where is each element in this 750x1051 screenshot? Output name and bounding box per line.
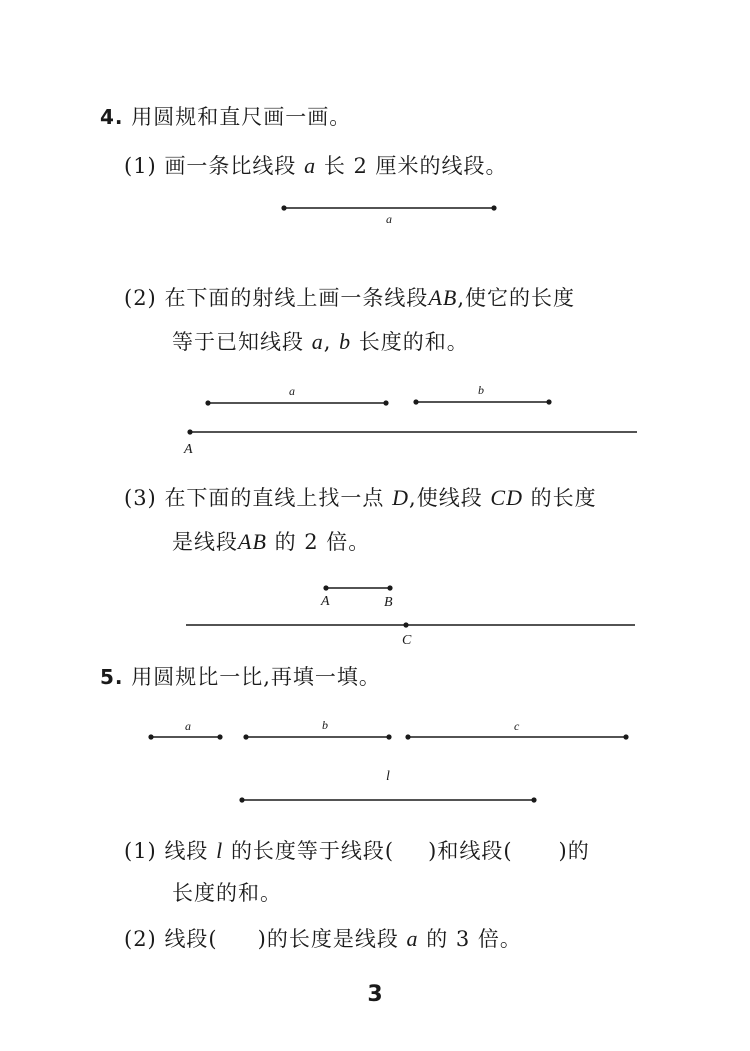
q4-p2-text-b: ,使它的长度 <box>457 286 576 310</box>
q4-p1-seg-label: a <box>386 212 392 226</box>
q5-p2-text-a: 线段( <box>164 927 218 951</box>
endpoint-dot <box>243 734 248 739</box>
q4-p3-text-b: ,使线段 <box>409 486 483 510</box>
q4-p1-text-a: 画一条比线段 <box>164 154 297 178</box>
q4-p2-line2-b: 长度的和。 <box>358 330 469 354</box>
q4-p2-seg-a-label: a <box>289 384 295 398</box>
q4-p3-text-a: 在下面的直线上找一点 <box>164 486 385 510</box>
q4-p3-point-a-label: A <box>321 594 330 609</box>
q5-seg-a-label: a <box>185 719 191 733</box>
q4-p3-line <box>186 622 635 627</box>
q4-p3-var-d: D <box>392 485 410 510</box>
endpoint-dot <box>205 400 210 405</box>
endpoint-dot <box>148 734 153 739</box>
q4-p2-index: (2) <box>124 286 157 310</box>
q4-p1-index: (1) <box>124 154 157 178</box>
q4-p1-segment-a <box>281 205 496 210</box>
q4-p3-line2-b: 的 2 倍。 <box>274 530 371 554</box>
q4-p2-var-a: a <box>311 329 324 354</box>
q4-p2-segment-b <box>413 399 551 404</box>
q5-p2-index: (2) <box>124 927 157 951</box>
q4-p3-text-c: 的长度 <box>530 486 597 510</box>
q5-p1-text-c: )和线段( <box>428 839 513 863</box>
q5-segment-l <box>239 797 536 802</box>
q5-seg-l-label: l <box>386 769 390 784</box>
endpoint-dot <box>386 734 391 739</box>
q5-p1-text-a: 线段 <box>164 839 209 863</box>
q5-seg-c-label: c <box>514 719 520 733</box>
q4-p2-ray-start-label: A <box>184 442 193 457</box>
q4-p2-line2-a: 等于已知线段 <box>172 330 304 354</box>
endpoint-dot <box>281 205 286 210</box>
point-c-dot <box>403 622 408 627</box>
endpoint-dot <box>531 797 536 802</box>
endpoint-dot <box>405 734 410 739</box>
q5-p1-text-d: )的 <box>558 839 590 863</box>
endpoint-dot <box>383 400 388 405</box>
q4-title: 用圆规和直尺画一画。 <box>131 105 352 129</box>
q5-p2-text-b: )的长度是线段 <box>257 927 399 951</box>
endpoint-dot <box>623 734 628 739</box>
q5-segment-c <box>405 734 628 739</box>
endpoint-dot <box>546 399 551 404</box>
q4-p3-var-cd: CD <box>490 485 523 510</box>
ray-origin-dot <box>187 429 192 434</box>
point-a-dot <box>323 585 328 590</box>
q5-number: 5. <box>100 665 124 689</box>
q4-p2-seg-b-label: b <box>478 383 484 397</box>
q4-p2-ray <box>187 429 637 434</box>
q5-p1-index: (1) <box>124 839 157 863</box>
q4-p3-point-b-label: B <box>384 595 393 610</box>
point-b-dot <box>387 585 392 590</box>
q4-p2-comma: , <box>323 330 332 354</box>
q4-p2-text-a: 在下面的射线上画一条线段 <box>164 286 429 310</box>
q4-p3-segment-ab <box>323 585 392 590</box>
q4-p1-var: a <box>304 153 317 178</box>
q4-p3-line2-a: 是线段 <box>172 530 238 554</box>
q4-p3-index: (3) <box>124 486 157 510</box>
endpoint-dot <box>217 734 222 739</box>
q4-p1-text-b: 长 2 厘米的线段。 <box>323 154 508 178</box>
q4-p3-point-c-label: C <box>402 633 412 648</box>
endpoint-dot <box>413 399 418 404</box>
q4-p2-var-b: b <box>339 329 352 354</box>
page-number: 3 <box>367 982 383 1007</box>
q4-p2-var-ab: AB <box>428 285 458 310</box>
q4-p3-var-ab: AB <box>238 529 267 554</box>
q5-segment-a <box>148 734 222 739</box>
q5-p2-var-a: a <box>406 926 419 951</box>
q5-segment-b <box>243 734 391 739</box>
endpoint-dot <box>239 797 244 802</box>
q5-title: 用圆规比一比,再填一填。 <box>131 665 381 689</box>
q5-seg-b-label: b <box>322 718 328 732</box>
q4-number: 4. <box>100 105 124 129</box>
q4-p2-segment-a <box>205 400 388 405</box>
q5-p2-text-c: 的 3 倍。 <box>426 927 522 951</box>
endpoint-dot <box>491 205 496 210</box>
q5-p1-text-b: 的长度等于线段( <box>230 839 395 863</box>
q5-p1-var-l: l <box>216 838 224 863</box>
q5-p1-line2: 长度的和。 <box>172 881 282 905</box>
